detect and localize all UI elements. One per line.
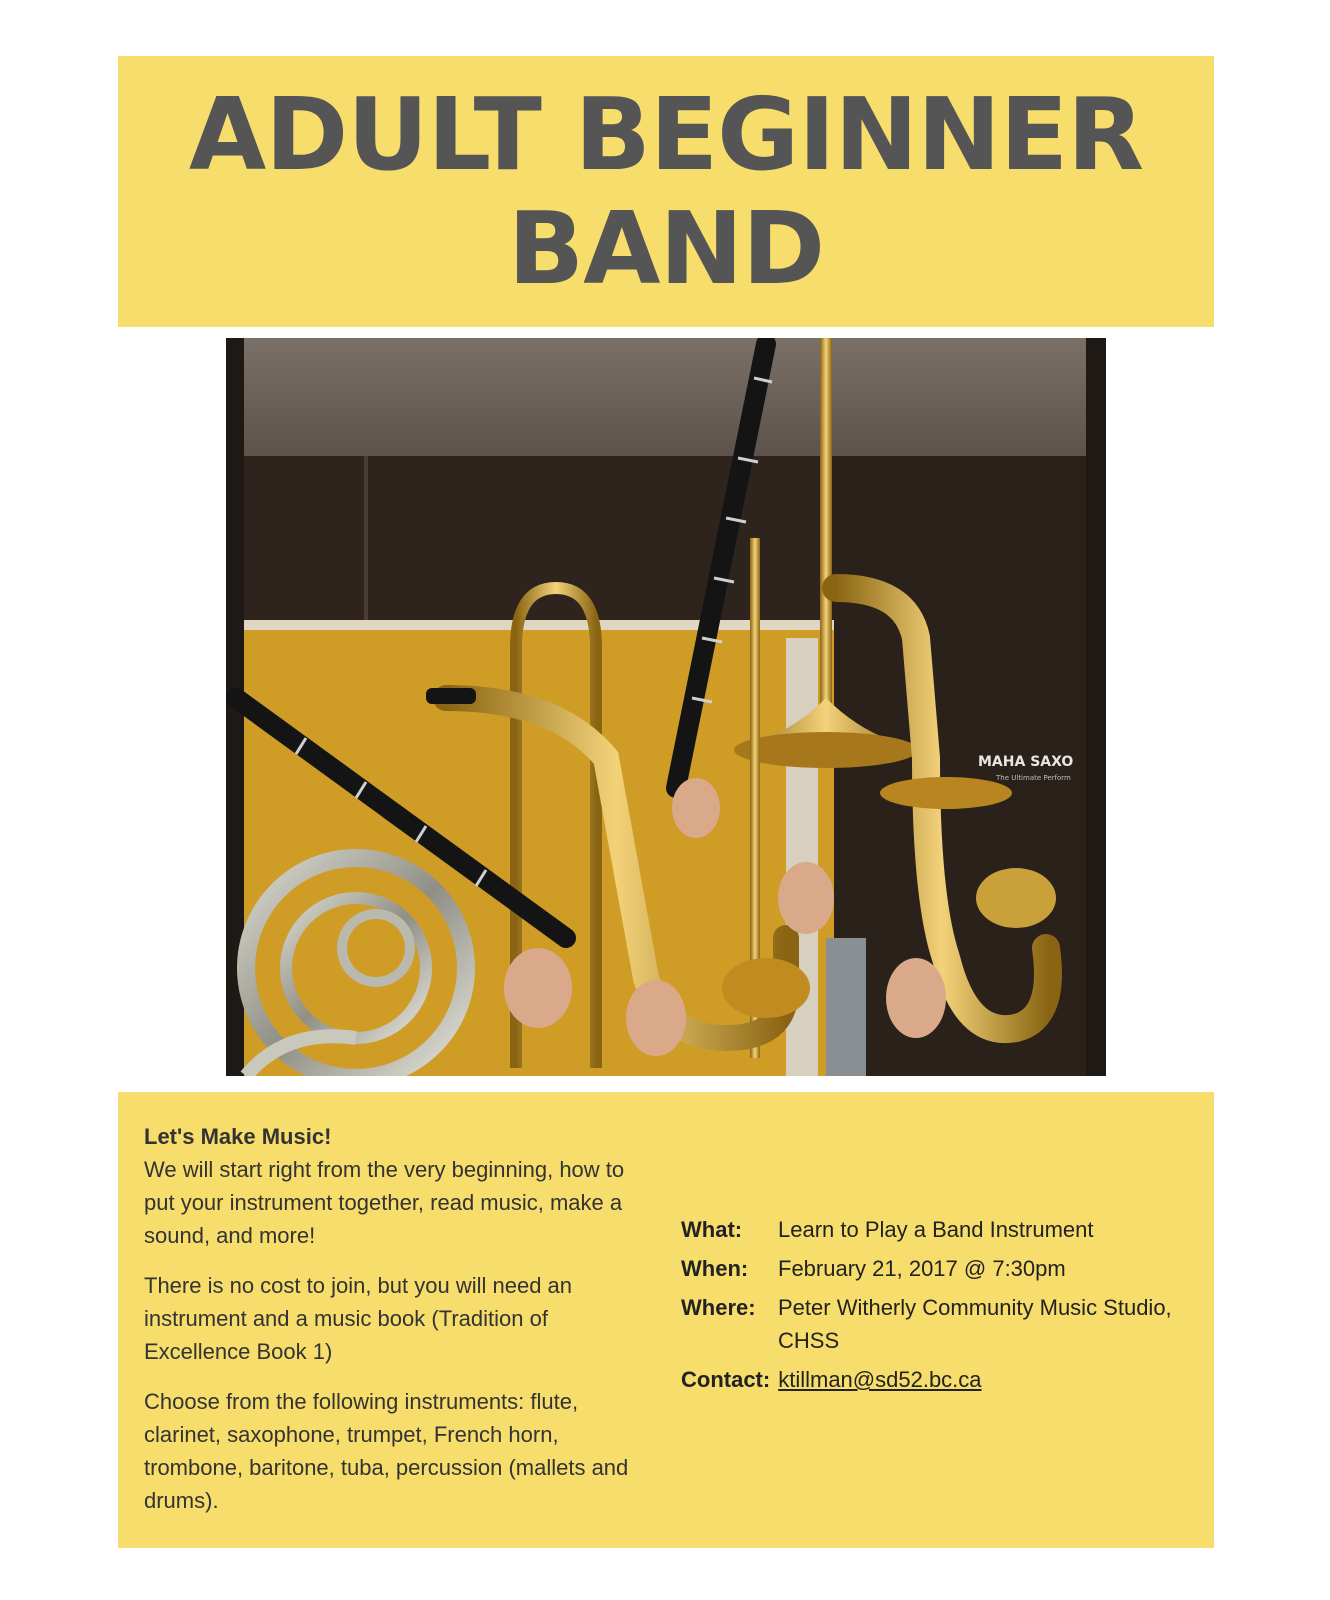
when-label: When: [681,1256,749,1281]
description-column [144,1120,644,1534]
description-heading: Let's Make Music! [144,1124,332,1149]
instruments-paragraph: Choose from the following instruments: flute, clarinet, saxophone, trumpet, French horn, trombone, baritone, tuba, percussion (mallets and drums). [144,1389,629,1513]
sign-text: MAHA SAXO [978,754,1074,770]
when-value: February 21, 2017 @ 7:30pm [778,1256,1066,1281]
title-banner [118,56,1214,327]
intro-text: We will start right from the very beginning, how to put your instrument together, read music, make a sound, and more! [144,1157,625,1248]
info-panel [118,1092,1214,1548]
intro-paragraph [144,1120,644,1252]
what-value: Learn to Play a Band Instrument [778,1217,1094,1242]
band-instruments-photo [226,338,1106,1076]
contact-row [681,1363,1181,1396]
where-row [681,1291,1181,1357]
what-label: What: [681,1217,743,1242]
details-column [681,1213,1181,1402]
sign-subtext: The Ultimate Perform [996,774,1071,782]
where-value: Peter Witherly Community Music Studio, CHSS [778,1295,1172,1353]
title-line-1: ADULT BEGINNER [188,75,1144,193]
where-label: Where: [681,1295,756,1320]
contact-email-link[interactable]: ktillman@sd52.bc.ca [778,1367,982,1392]
contact-label: Contact: [681,1367,771,1392]
when-row [681,1252,1181,1285]
title-line-2: BAND [507,189,825,307]
cost-paragraph: There is no cost to join, but you will need an instrument and a music book (Tradition of Excellence Book 1) [144,1273,573,1364]
what-row [681,1213,1181,1246]
